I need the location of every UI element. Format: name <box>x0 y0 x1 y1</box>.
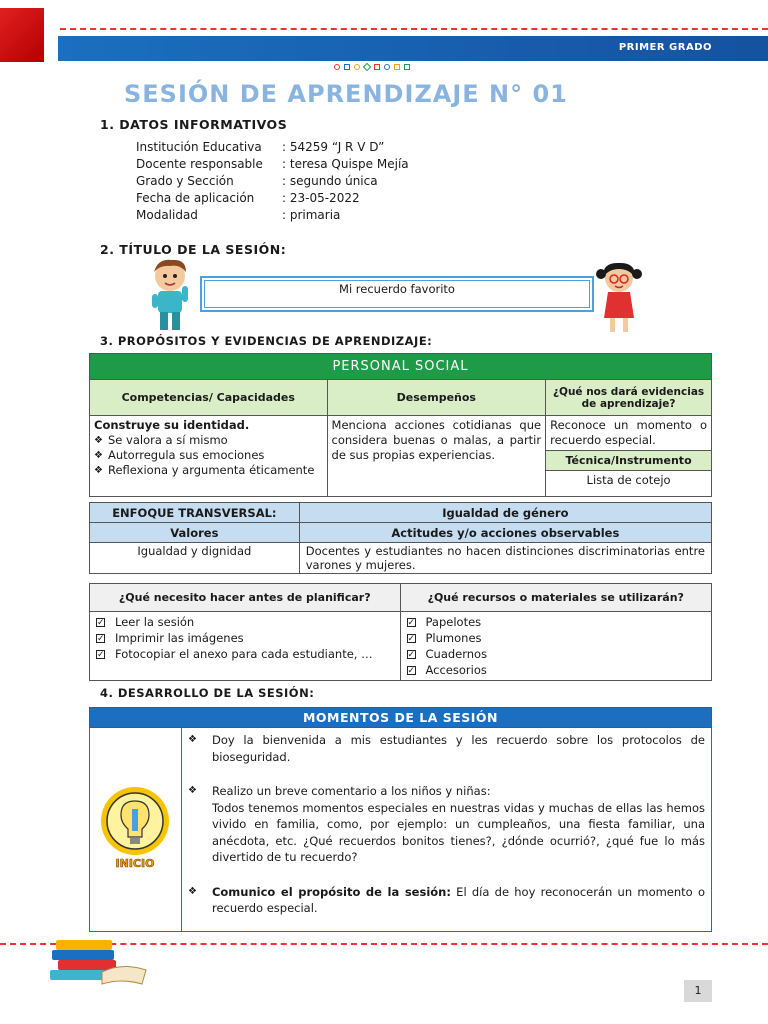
datos-label: Grado y Sección <box>136 174 234 188</box>
datos-label: Fecha de aplicación <box>136 191 255 205</box>
competencia-cell <box>90 416 328 497</box>
recurso-item: ✓Accesorios <box>407 662 706 678</box>
girl-illustration <box>596 260 642 334</box>
grade-label: PRIMER GRADO <box>618 42 712 53</box>
checkbox-icon <box>407 666 416 675</box>
datos-value: : segundo única <box>282 174 378 188</box>
inicio-label: INICIO <box>116 857 155 870</box>
inicio-content <box>181 728 711 932</box>
checkbox-icon <box>96 650 105 659</box>
col-evidencias: ¿Qué nos dará evidencias de aprendizaje? <box>546 380 712 416</box>
corner-decoration <box>0 8 44 62</box>
propositos-table <box>89 353 712 497</box>
decorative-shapes <box>334 64 410 70</box>
antes-item: ✓Leer la sesión <box>96 614 394 630</box>
page-title: SESIÓN DE APRENDIZAJE N° 01 <box>124 80 568 108</box>
datos-value: : 54259 “J R V D” <box>282 140 385 154</box>
datos-list <box>136 139 409 224</box>
boy-illustration <box>144 256 200 334</box>
checkbox-icon <box>96 634 105 643</box>
datos-value: : teresa Quispe Mejía <box>282 157 409 171</box>
capacidad-item: ❖ Reflexiona y argumenta éticamente <box>94 463 323 478</box>
recurso-item: ✓Plumones <box>407 630 706 646</box>
datos-value: : 23-05-2022 <box>282 191 360 205</box>
tecnica-value: Lista de cotejo <box>546 471 712 497</box>
area-header: PERSONAL SOCIAL <box>90 354 712 380</box>
inicio-cell <box>90 728 182 932</box>
section-datos: 1. DATOS INFORMATIVOS <box>100 117 288 132</box>
planificar-table <box>89 583 712 681</box>
lightbulb-icon <box>95 783 175 873</box>
actitud-cell: Docentes y estudiantes no hacen distinciones discriminatorias entre varones y mujeres. <box>299 543 711 574</box>
col-desempenos: Desempeños <box>327 380 546 416</box>
competencia-text: Construye su identidad. <box>94 418 250 432</box>
session-title-text: Mi recuerdo favorito <box>204 280 590 308</box>
top-dashed-line <box>60 28 768 30</box>
section-propositos: 3. PROPÓSITOS Y EVIDENCIAS DE APRENDIZAJE: <box>100 334 433 348</box>
datos-label: Modalidad <box>136 208 198 222</box>
datos-label: Institución Educativa <box>136 140 262 154</box>
momentos-header: MOMENTOS DE LA SESIÓN <box>90 708 712 728</box>
checkbox-icon <box>407 634 416 643</box>
section-titulo: 2. TÍTULO DE LA SESIÓN: <box>100 242 287 257</box>
header-band <box>58 36 768 61</box>
momento-paragraph: ❖ Realizo un breve comentario a los niños y niñas: Todos tenemos momentos especiales en nuestras vidas y muchas de ellas las hemos vivido en familia, como, por ejemplo: un cumpleaños, una fiesta familiar, una anécdota, etc. ¿Qué recuerdos bonitos tienes?, ¿dónde ocurrió?, ¿qué fue lo más divertido de tu recuerdo? <box>188 783 705 866</box>
checkbox-icon <box>96 618 105 627</box>
section-desarrollo: 4. DESARROLLO DE LA SESIÓN: <box>100 686 315 700</box>
col-antes: ¿Qué necesito hacer antes de planificar? <box>90 584 401 612</box>
recurso-item: ✓Cuadernos <box>407 646 706 662</box>
antes-item: ✓Imprimir las imágenes <box>96 630 394 646</box>
enfoque-label: ENFOQUE TRANSVERSAL: <box>90 503 300 523</box>
antes-list <box>90 612 401 681</box>
antes-item: ✓Fotocopiar el anexo para cada estudiante, … <box>96 646 394 662</box>
datos-value: : primaria <box>282 208 341 222</box>
datos-label: Docente responsable <box>136 157 263 171</box>
momento-paragraph: ❖ Comunico el propósito de la sesión: El día de hoy reconocerán un momento o recuerdo especial. <box>188 884 705 917</box>
momento-paragraph: ❖ Doy la bienvenida a mis estudiantes y les recuerdo sobre los protocolos de bioseguridad. <box>188 732 705 765</box>
checkbox-icon <box>407 618 416 627</box>
evidencia-cell: Reconoce un momento o recuerdo especial. <box>546 416 712 451</box>
col-actitudes: Actitudes y/o acciones observables <box>299 523 711 543</box>
valor-cell: Igualdad y dignidad <box>90 543 300 574</box>
tecnica-label: Técnica/Instrumento <box>546 451 712 471</box>
col-valores: Valores <box>90 523 300 543</box>
recursos-list <box>400 612 712 681</box>
recurso-item: ✓Papelotes <box>407 614 706 630</box>
enfoque-value: Igualdad de género <box>299 503 711 523</box>
enfoque-table <box>89 502 712 574</box>
page-number: 1 <box>684 980 712 1002</box>
col-recursos: ¿Qué recursos o materiales se utilizarán? <box>400 584 712 612</box>
books-illustration <box>42 932 152 988</box>
capacidad-item: ❖ Se valora a sí mismo <box>94 433 323 448</box>
session-title-box <box>200 276 594 312</box>
capacidad-item: ❖ Autorregula sus emociones <box>94 448 323 463</box>
col-competencias: Competencias/ Capacidades <box>90 380 328 416</box>
momentos-table <box>89 707 712 932</box>
desempeno-cell: Menciona acciones cotidianas que considera buenas o malas, a partir de sus propias experiencias. <box>327 416 546 497</box>
checkbox-icon <box>407 650 416 659</box>
